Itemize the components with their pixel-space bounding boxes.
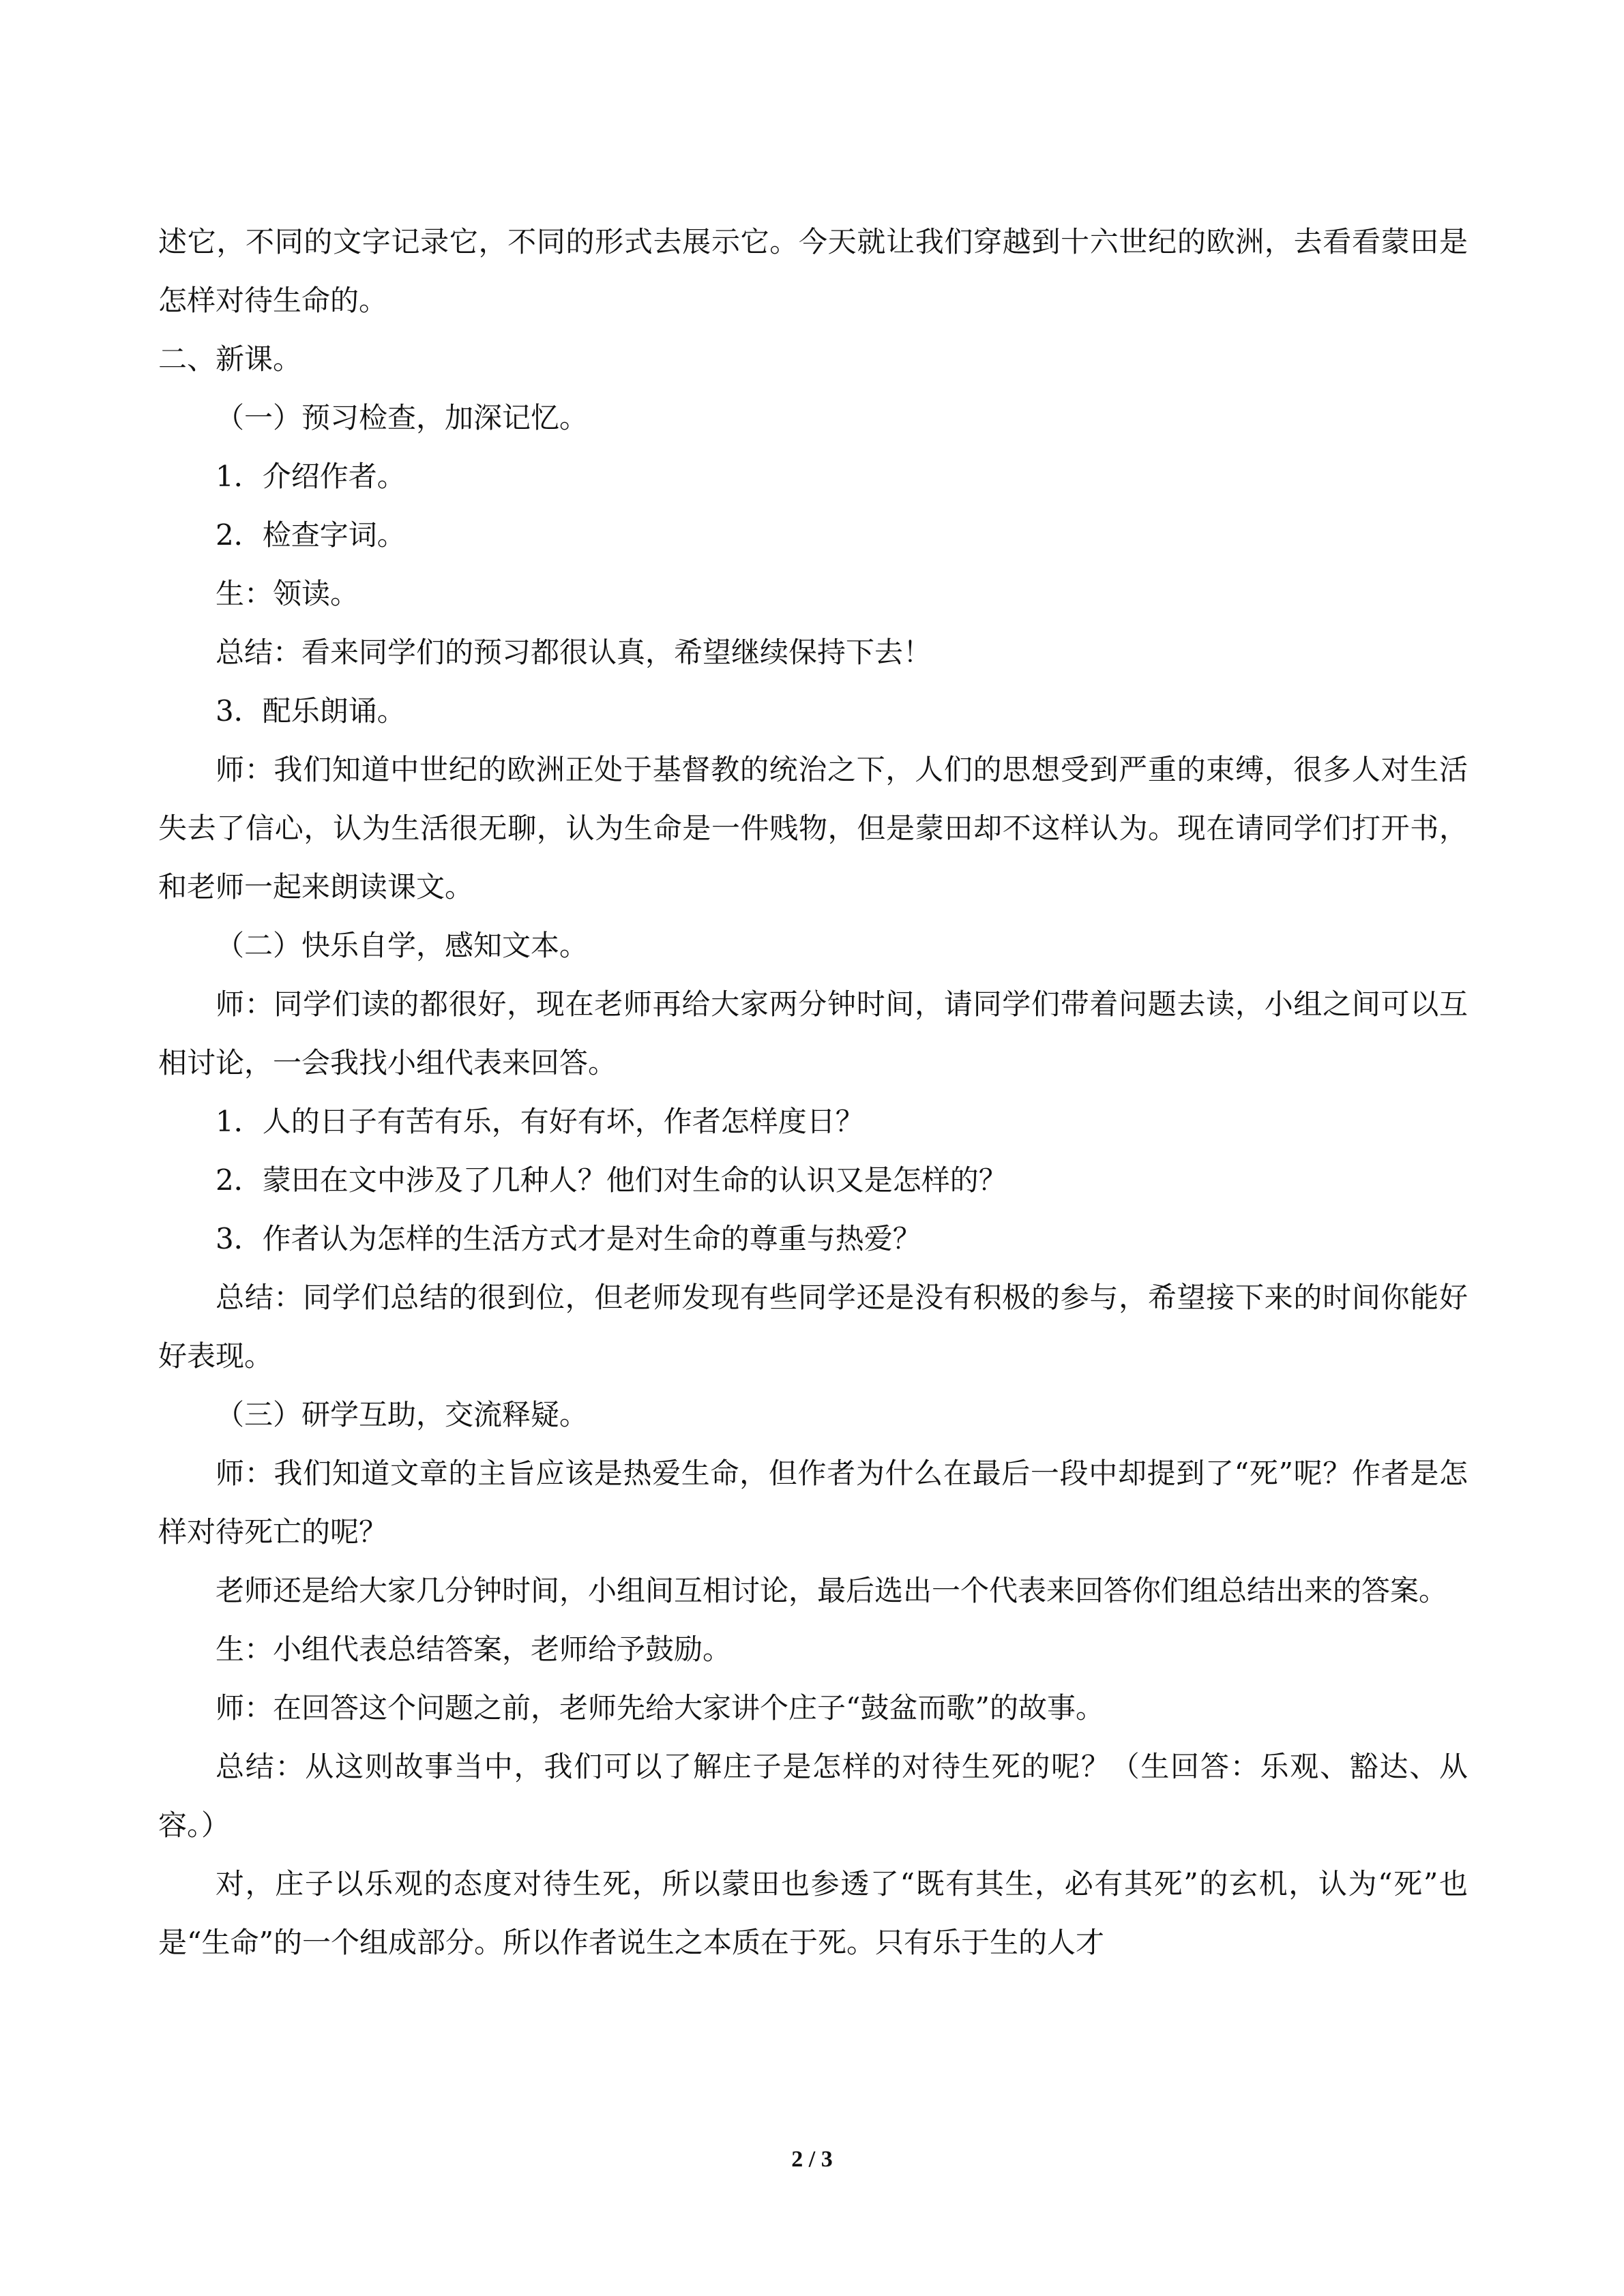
paragraph: 总结：同学们总结的很到位，但老师发现有些同学还是没有积极的参与，希望接下来的时间你能好好表现。 — [158, 1281, 1468, 1373]
list-item: 1．介绍作者。 — [216, 460, 406, 493]
paragraph: 师：我们知道中世纪的欧洲正处于基督教的统治之下，人们的思想受到严重的束缚，很多人对生活失去了信心，认为生活很无聊，认为生命是一件贱物，但是蒙田却不这样认为。现在请同学们打开书，和老师一起来朗读课文。 — [158, 753, 1468, 904]
paragraph: 师：同学们读的都很好，现在老师再给大家两分钟时间，请同学们带着问题去读，小组之间可以互相讨论，一会我找小组代表来回答。 — [158, 987, 1468, 1079]
section-heading: 二、新课。 — [158, 342, 302, 376]
subsection-heading: （三）研学互助，交流释疑。 — [216, 1398, 589, 1431]
paragraph: 生：小组代表总结答案，老师给予鼓励。 — [216, 1632, 732, 1666]
list-item: 2．蒙田在文中涉及了几种人？他们对生命的认识又是怎样的？ — [216, 1163, 1007, 1197]
paragraph: 生：领读。 — [216, 577, 359, 610]
paragraph: 老师还是给大家几分钟时间，小组间互相讨论，最后选出一个代表来回答你们组总结出来的答案。 — [216, 1574, 1448, 1607]
paragraph: 总结：看来同学们的预习都很认真，希望继续保持下去！ — [216, 636, 932, 669]
document-body — [158, 213, 1468, 1972]
list-item: 1．人的日子有苦有乐，有好有坏，作者怎样度日？ — [216, 1105, 864, 1138]
paragraph: 师：我们知道文章的主旨应该是热爱生命，但作者为什么在最后一段中却提到了“死”呢？作者是怎样对待死亡的呢？ — [158, 1457, 1468, 1549]
subsection-heading: （二）快乐自学，感知文本。 — [216, 929, 589, 962]
subsection-heading: （一）预习检查，加深记忆。 — [216, 401, 589, 434]
list-item: 3．配乐朗诵。 — [216, 694, 406, 728]
paragraph: 对，庄子以乐观的态度对待生死，所以蒙田也参透了“既有其生，必有其死”的玄机，认为“死”也是“生命”的一个组成部分。所以作者说生之本质在于死。只有乐于生的人才 — [158, 1867, 1468, 1959]
paragraph: 述它，不同的文字记录它，不同的形式去展示它。今天就让我们穿越到十六世纪的欧洲，去看看蒙田是怎样对待生命的。 — [158, 225, 1468, 317]
page-number: 2 / 3 — [791, 2147, 833, 2172]
paragraph: 总结：从这则故事当中，我们可以了解庄子是怎样的对待生死的呢？（生回答：乐观、豁达、从容。） — [158, 1750, 1468, 1842]
list-item: 3．作者认为怎样的生活方式才是对生命的尊重与热爱？ — [216, 1222, 921, 1255]
paragraph: 师：在回答这个问题之前，老师先给大家讲个庄子“鼓盆而歌”的故事。 — [216, 1691, 1104, 1725]
list-item: 2．检查字词。 — [216, 518, 406, 552]
